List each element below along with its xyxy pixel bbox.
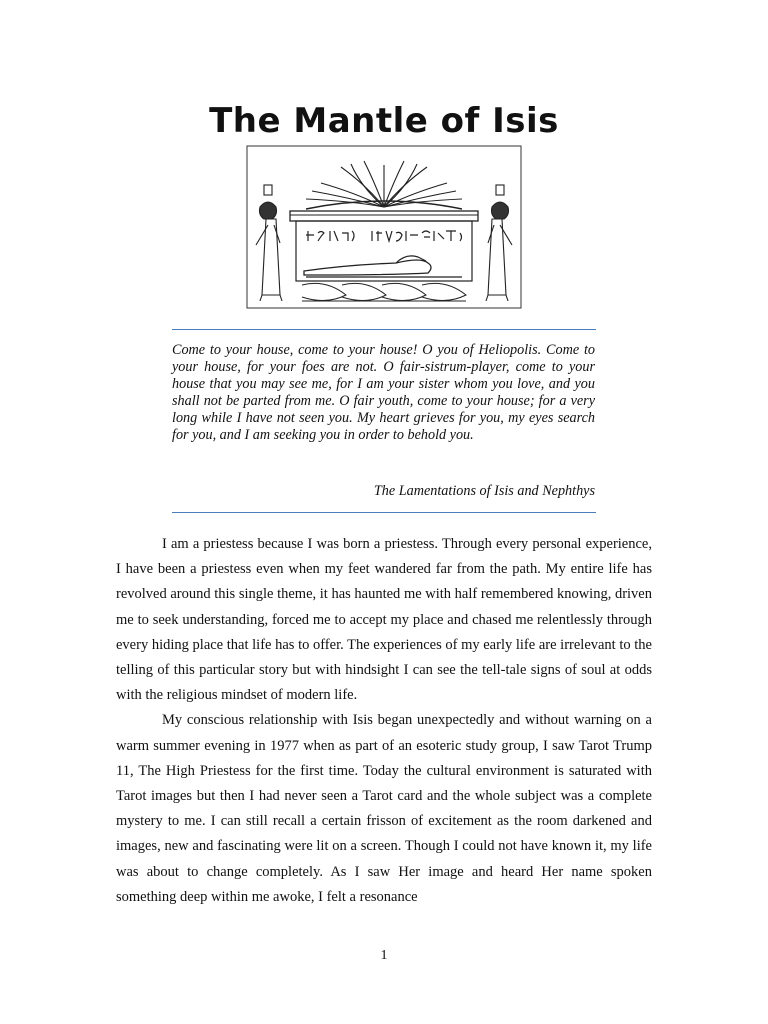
epigraph-bottom-rule <box>172 512 596 513</box>
epigraph-top-rule <box>172 329 596 330</box>
epigraph-quote: Come to your house, come to your house! O you of Heliopolis. Come to your house, for your foes are not. O fair-sistrum-player, come to your house that you may see me, for I am your sister whom you love, and you shall not be parted from me. O fair youth, come to your house; for a very long while I have not seen you. My heart grieves for you, my eyes search for you, and I am seeking you in order to behold you. <box>172 342 595 443</box>
page-number: 1 <box>380 948 388 963</box>
egyptian-bier-icon <box>246 145 522 309</box>
body-paragraph: I am a priestess because I was born a priestess. Through every personal experience, I have been a priestess even when my feet wandered far from the path. My entire life has revolved around this single theme, it has haunted me with half remembered knowing, driven me to seek understanding, forced me to accept my place and chased me relentlessly through every hiding place that life has to offer. The experiences of my early life are irrelevant to the telling of this particular story but with hindsight I can see the tell-tale signs of soul at odds with the religious mindset of modern life. <box>116 536 652 704</box>
egyptian-bier-illustration <box>246 145 522 309</box>
body-text <box>116 532 652 910</box>
page-title: The Mantle of Isis <box>209 101 559 141</box>
epigraph-attribution: The Lamentations of Isis and Nephthys <box>373 483 595 499</box>
body-paragraph: My conscious relationship with Isis began unexpectedly and without warning on a warm summer evening in 1977 when as part of an esoteric study group, I saw Tarot Trump 11, The High Priestess for the first time. Today the cultural environment is saturated with Tarot images but then I had never seen a Tarot card and the whole subject was a complete mystery to me. I can still recall a certain frisson of excitement as the room darkened and images, new and fascinating were lit on a screen. Though I could not have known it, my life was about to change completely. As I saw Her image and heard Her name spoken something deep within me awoke, I felt a resonance <box>116 712 652 905</box>
